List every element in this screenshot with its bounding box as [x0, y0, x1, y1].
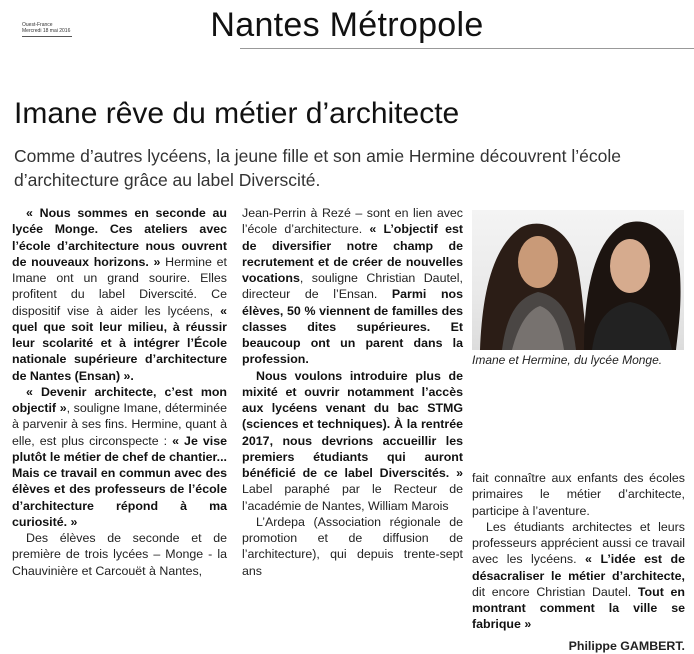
- quote-run: Nous voulons introduire plus de mixité et ouvrir notamment l’accès aux lycéens venant du bac STMG (sciences et techniques). À la rentrée 2017, nous devrions accueillir les premiers étudiants qui auront bénéficié de ce label Diverscités. »: [242, 368, 463, 480]
- quote-run: Parmi nos élèves, 50 % viennent de familles des classes dites supérieures. Et beaucoup ont un parent dans la profession.: [242, 287, 463, 367]
- paragraph: [242, 514, 463, 579]
- publication-name: Ouest-France: [22, 22, 53, 28]
- section-divider: [240, 48, 694, 49]
- paragraph: [242, 205, 463, 368]
- quote-run: « L’idée est de désacraliser le métier d’architecte,: [472, 552, 685, 583]
- article-photo: [472, 210, 684, 350]
- quote-run: « L’objectif est de diversifier notre champ de recrutement et de créer de nouvelles vocations: [242, 222, 463, 285]
- section-title: Nantes Métropole: [210, 6, 484, 44]
- quote-run: Tout en montrant comment la ville se fabrique »: [472, 584, 685, 632]
- photo-illustration: [472, 210, 684, 350]
- article-column-2: [242, 205, 463, 579]
- text-run: , souligne Christian Dautel, directeur de l’Ensan.: [242, 271, 463, 302]
- paragraph: [242, 368, 463, 514]
- paragraph: [472, 519, 685, 633]
- text-run: Les étudiants architectes et leurs professeurs apprécient aussi ce travail avec les lycéens.: [472, 519, 685, 567]
- article-subhead: Comme d’autres lycéens, la jeune fille et son amie Hermine découvrent l’école d’architecture grâce au label Diverscité.: [14, 146, 621, 190]
- text-run: fait connaître aux enfants des écoles primaires le métier d’architecte, participe à l’aventure.: [472, 471, 685, 518]
- quote-run: « Je vise plutôt le métier de chef de chantier... Mais ce travail en commun avec des élèves et des professeurs de l’école d’architecture répond à ma curiosité. »: [12, 433, 227, 529]
- quote-run: « Devenir architecte, c’est mon objectif »: [12, 384, 227, 415]
- text-run: dit encore Christian Dautel.: [472, 584, 638, 599]
- article-column-3: [472, 470, 685, 654]
- quote-run: « quel que soit leur milieu, à réussir leur scolarité et à intégrer l’École nationale supérieure d’architecture de Nantes (Ensan) ».: [12, 303, 227, 383]
- masthead: [0, 0, 694, 52]
- text-run: Hermine et Imane ont un grand sourire. Elles profitent du label Diverscité. Ce dispositif vise à aider les lycéens,: [12, 254, 227, 318]
- text-run: , souligne Imane, déterminée à parvenir à ses fins. Hermine, quant à elle, est plus circonspecte :: [12, 401, 227, 448]
- text-run: L’Ardepa (Association régionale de promotion et de diffusion de l’architecture), qui depuis trente-sept ans: [242, 514, 463, 578]
- author-signature: Philippe GAMBERT.: [568, 638, 685, 653]
- article-headline: Imane rêve du métier d’architecte: [14, 97, 460, 130]
- quote-run: « Nous sommes en seconde au lycée Monge. Ces ateliers avec l’école d’architecture nous ouvrent de nouveaux horizons. »: [12, 206, 227, 269]
- text-run: Jean-Perrin à Rezé – sont en lien avec l’école d’architecture.: [242, 206, 463, 237]
- paragraph: [12, 530, 227, 579]
- article-column-1: [12, 205, 227, 579]
- paragraph: [472, 470, 685, 519]
- publication-date: Mercredi 18 mai 2016: [22, 28, 71, 34]
- text-run: Des élèves de seconde et de première de trois lycées – Monge - la Chauvinière et Carcouët à Nantes,: [12, 531, 227, 578]
- paragraph: [12, 384, 227, 530]
- photo-caption: Imane et Hermine, du lycée Monge.: [472, 353, 663, 367]
- text-run: Label paraphé par le Recteur de l’académie de Nantes, William Marois: [242, 482, 463, 513]
- paragraph: [12, 205, 227, 384]
